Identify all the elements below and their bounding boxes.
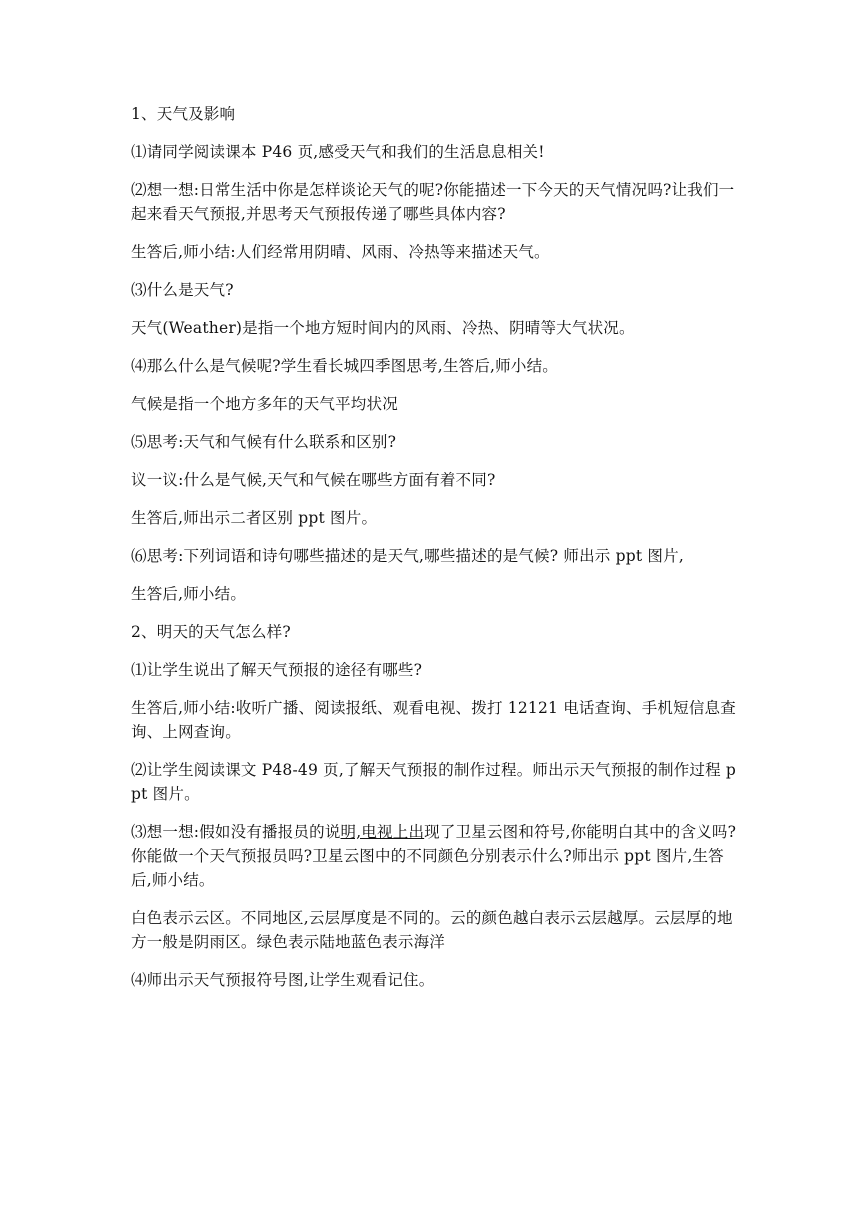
paragraph: ⑶什么是天气? [131, 281, 234, 299]
paragraph: 生答后,师小结:人们经常用阴晴、风雨、冷热等来描述天气。 [131, 243, 550, 261]
paragraph [131, 820, 741, 892]
paragraph: 生答后,师出示二者区别 ppt 图片。 [131, 509, 378, 527]
paragraph-text: ⑶想一想:假如没有播报员的说 [131, 823, 341, 841]
paragraph: ⑵想一想:日常生活中你是怎样谈论天气的呢?你能描述一下今天的天气情况吗?让我们一起来看天气预报,并思考天气预报传递了哪些具体内容? [131, 181, 735, 223]
paragraph: ⑴请同学阅读课本 P46 页,感受天气和我们的生活息息相关! [131, 143, 545, 161]
paragraph: 生答后,师小结。 [131, 585, 247, 603]
paragraph-text: 现了卫星云图和符号,你能明白其中的含义吗?你能做一个天气预报员吗?卫星云图中的不同颜色分别表示什么?师出示 ppt 图片,生答后,师小结。 [131, 823, 737, 889]
paragraph: ⑷那么什么是气候呢?学生看长城四季图思考,生答后,师小结。 [131, 357, 558, 375]
paragraph: ⑹思考:下列词语和诗句哪些描述的是天气,哪些描述的是气候? 师出示 ppt 图片, [131, 547, 684, 565]
paragraph: ⑵让学生阅读课文 P48-49 页,了解天气预报的制作过程。师出示天气预报的制作过程 ppt 图片。 [131, 761, 737, 803]
paragraph: 白色表示云区。不同地区,云层厚度是不同的。云的颜色越白表示云层越厚。云层厚的地方一般是阴雨区。绿色表示陆地蓝色表示海洋 [131, 909, 733, 951]
paragraph: 议一议:什么是气候,天气和气候在哪些方面有着不同? [131, 471, 496, 489]
section-heading-2: 2、明天的天气怎么样? [131, 623, 291, 641]
section-heading-1: 1、天气及影响 [131, 105, 236, 123]
paragraph: ⑴让学生说出了解天气预报的途径有哪些? [131, 661, 423, 679]
paragraph: 天气(Weather)是指一个地方短时间内的风雨、冷热、阴晴等大气状况。 [131, 319, 635, 337]
paragraph: ⑷师出示天气预报符号图,让学生观看记住。 [131, 971, 435, 989]
document-body [131, 102, 741, 1006]
paragraph: 气候是指一个地方多年的天气平均状况 [131, 395, 398, 413]
paragraph: ⑸思考:天气和气候有什么联系和区别? [131, 433, 397, 451]
underlined-text: 明,电视上出 [340, 823, 425, 841]
paragraph: 生答后,师小结:收听广播、阅读报纸、观看电视、拨打 12121 电话查询、手机短信息查询、上网查询。 [131, 699, 736, 741]
